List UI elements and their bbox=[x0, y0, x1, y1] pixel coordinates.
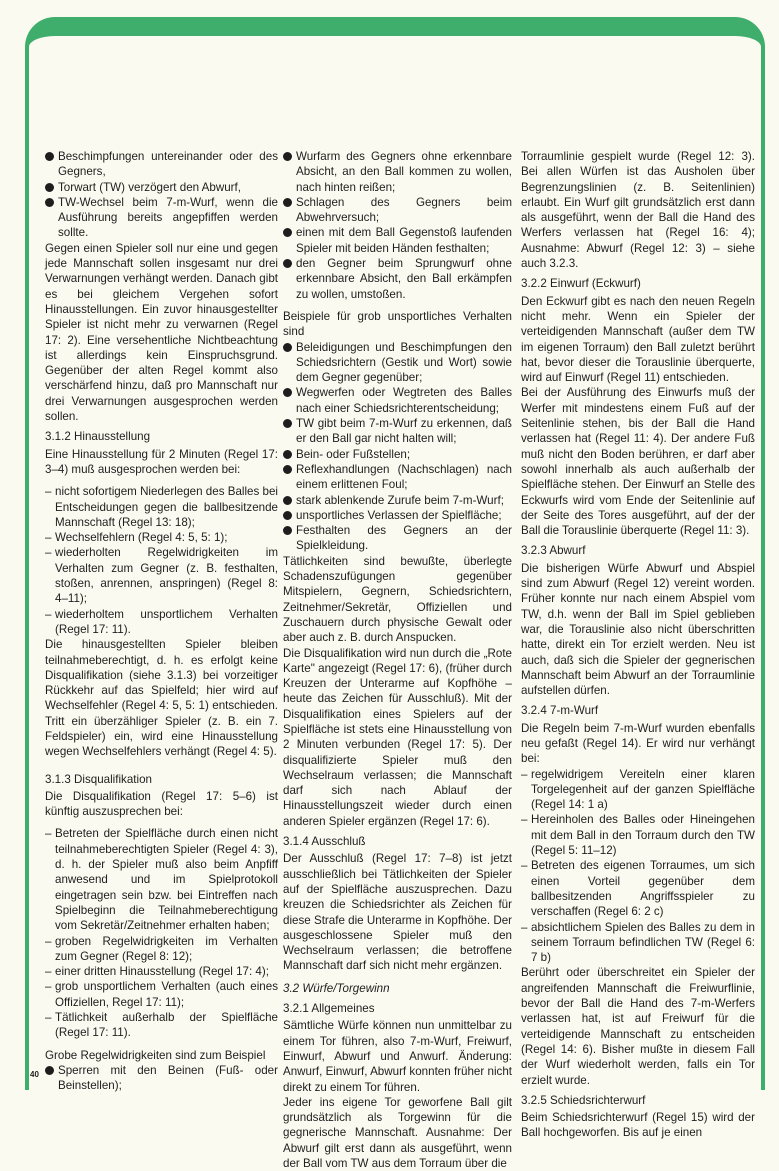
dash-icon: – bbox=[45, 965, 52, 979]
bullet-icon bbox=[45, 198, 54, 207]
section-heading: 3.1.2 Hinausstellung bbox=[45, 430, 151, 444]
bullet-icon bbox=[45, 1066, 54, 1075]
dash-icon: – bbox=[45, 1011, 52, 1025]
item-text: Torwart (TW) verzögert den Abwurf, bbox=[58, 180, 241, 194]
paragraph: Eine Hinausstellung für 2 Minuten (Regel 17: 3–4) muß ausgesprochen werden bei: bbox=[45, 447, 278, 476]
section-heading: 3.2.4 7-m-Wurf bbox=[521, 704, 599, 718]
left-border-line bbox=[25, 70, 29, 1090]
item-text: Betreten der Spielfläche durch einen nicht teilnahmeberechtigten Spieler (Regel 4: 3), d. h. der Spieler muß also beim Anpfiff anwesend und im Spielprotokoll eingetragen sein bzw. bei Eintreffen nach Spielbeginn die Teilnahmeberechtigung vom Sekretär/Zeitnehmer erhalten haben; bbox=[55, 827, 278, 933]
item-text: nicht sofortigem Niederlegen des Balles bei Entscheidungen gegen die ballbesitzende Mannschaft (Regel 13: 18); bbox=[55, 485, 278, 529]
section-heading: 3.2.2 Einwurf (Eckwurf) bbox=[521, 277, 641, 291]
item-text: absichtlichem Spielen des Balles zu dem in seinem Torraum befindlichen TW (Regel 6: 7 b) bbox=[531, 920, 755, 965]
dash-icon: – bbox=[45, 531, 52, 545]
paragraph: Die hinausgestellten Spieler bleiben teilnahmeberechtigt, d. h. es erfolgt keine Disqualifikation (siehe 3.1.3) bei vorzeitiger Rückkehr auf das Spielfeld; hier wird auf Wechselfehler (Regel 4: 5, 5: 1) entschieden. Tritt ein überzähliger Spieler (z. B. ein 7. Feldspieler) ein, wird eine Hinausstellung wegen Wechselfehlers verhängt (Regel 4: 5). bbox=[45, 638, 278, 759]
dash-icon: – bbox=[45, 607, 52, 621]
dash-item bbox=[45, 530, 278, 545]
bullet-item bbox=[283, 447, 512, 462]
bullet-item bbox=[45, 180, 278, 195]
paragraph: Berührt oder überschreitet ein Spieler der angreifenden Mannschaft die Freiwurflinie, bevor der Ball die Hand des 7-m-Werfers verlassen hat, ist auf Freiwurf für die verteidigende Mannschaft zu entscheiden (Regel 14: 6). Bisher mußte in diesem Fall der Wurf wiederholt werden, falls ein Tor erzielt wurde. bbox=[521, 966, 755, 1087]
bullet-icon bbox=[283, 450, 292, 459]
paragraph: Gegen einen Spieler soll nur eine und gegen jede Mannschaft sollen insgesamt nur drei Verwarnungen verhängt werden. Danach gibt es bei gleichem Vergehen sofort Hinausstellungen. Ein zuvor hinausgestellter Spieler ist nicht mehr zu verwarnen (Regel 17: 2). Eine versehentliche Nichtbeachtung ist allerdings kein Einspruchsgrund. Gegenüber der alten Regel kommt also verschärfend hinzu, daß pro Mannschaft nur drei Verwarnungen ausgesprochen werden sollen. bbox=[45, 241, 278, 424]
column-3 bbox=[521, 149, 755, 1141]
paragraph: Jeder ins eigene Tor geworfene Ball gilt grundsätzlich als Torgewinn für die gegnerische Mannschaft. Ausnahme: Der Abwurf gilt erst dann als ausgeführt, wenn der Ball vom TW aus dem Torraum über die bbox=[283, 1095, 512, 1170]
column-2 bbox=[283, 149, 512, 1171]
item-text: Hereinholen des Balles oder Hineingehen mit dem Ball in den Torraum durch den TW (Regel 5: 11–12) bbox=[531, 813, 755, 858]
bullet-icon bbox=[283, 511, 292, 520]
dash-icon: – bbox=[521, 920, 528, 934]
dash-item bbox=[45, 964, 278, 979]
bullet-item bbox=[283, 385, 512, 416]
bullet-item bbox=[283, 149, 512, 195]
paragraph: Grobe Regelwidrigkeiten sind zum Beispiel bbox=[45, 1048, 266, 1062]
section-heading: 3.1.4 Ausschluß bbox=[283, 835, 366, 849]
chapter-heading: 3.2 Würfe/Torgewinn bbox=[283, 981, 390, 995]
dash-item bbox=[45, 607, 278, 638]
section-heading: 3.1.3 Disqualifikation bbox=[45, 772, 152, 786]
paragraph: Den Eckwurf gibt es nach den neuen Regeln nicht mehr. Wenn ein Spieler der verteidigenden Mannschaft (außer dem TW im eigenen Torraum) den Ball zuletzt berührt hat, bevor dieser die Torauslinie überquerte, wird auf Einwurf (Regel 11) entschieden. bbox=[521, 294, 755, 385]
spacer bbox=[45, 1041, 278, 1048]
dash-item bbox=[45, 484, 278, 530]
bullet-icon bbox=[283, 228, 292, 237]
bullet-icon bbox=[283, 388, 292, 397]
column-1 bbox=[45, 149, 278, 1094]
section-heading: 3.2.5 Schiedsrichterwurf bbox=[521, 1093, 646, 1107]
item-text: regelwidrigem Vereiteln einer klaren Torgelegenheit auf der ganzen Spielfläche (Regel 14: 1 a) bbox=[531, 767, 755, 812]
dash-icon: – bbox=[45, 546, 52, 560]
spacer bbox=[45, 760, 278, 767]
bullet-icon bbox=[283, 496, 292, 505]
bullet-item bbox=[283, 225, 512, 256]
paragraph: Beim Schiedsrichterwurf (Regel 15) wird der Ball hochgeworfen. Bis auf je einen bbox=[521, 1111, 755, 1140]
paragraph: Torraumlinie gespielt wurde (Regel 12: 3). Bei allen Würfen ist das Ausholen über Begrenzungslinien (z. B. Seitenlinien) erlaubt. Ein Wurf gilt grundsätzlich erst dann als ausgeführt, wenn der Ball die Hand des Werfers verlassen hat (Regel 16: 4); Ausnahme: Abwurf (Regel 12: 3) – siehe auch 3.2.3. bbox=[521, 150, 755, 271]
item-text: Beleidigungen und Beschimpfungen den Schiedsrichtern (Gestik und Wort) sowie dem Gegner gegenüber; bbox=[296, 340, 512, 385]
paragraph: Die Regeln beim 7-m-Wurf wurden ebenfalls neu gefaßt (Regel 14). Er wird nur verhängt bei: bbox=[521, 721, 755, 766]
dash-item bbox=[45, 545, 278, 606]
dash-item bbox=[45, 826, 278, 933]
bullet-item bbox=[45, 195, 278, 241]
dash-icon: – bbox=[521, 813, 528, 827]
paragraph: Bei der Ausführung des Einwurfs muß der Werfer mit mindestens einem Fuß auf der Seitenlinie stehen, bis der Ball die Hand verlassen hat (Regel 11: 4). Der andere Fuß muß nicht den Boden berühren, er darf aber sowohl innerhalb als auch außerhalb der Spielfläche stehen. Der Einwurf an Stelle des Eckwurfs wird vom Ende der Seitenlinie auf der Seite des Tores ausgeführt, auf der der Ball die Torauslinie überquerte (Regel 11: 3). bbox=[521, 386, 755, 538]
bullet-icon bbox=[283, 526, 292, 535]
item-text: Bein- oder Fußstellen; bbox=[296, 447, 411, 461]
bullet-item bbox=[45, 149, 278, 180]
spacer bbox=[45, 477, 278, 484]
item-text: wiederholtem unsportlichem Verhalten (Regel 17: 11). bbox=[55, 607, 278, 636]
item-text: Wechselfehlern (Regel 4: 5, 5: 1); bbox=[55, 531, 228, 545]
item-text: den Gegner beim Sprungwurf ohne erkennbare Absicht, den Ball erkämpfen zu wollen, umstoßen. bbox=[296, 257, 512, 301]
paragraph: Die Disqualifikation (Regel 17: 5–6) ist künftig auszusprechen bei: bbox=[45, 789, 278, 819]
item-text: wiederholten Regelwidrigkeiten im Verhalten zum Gegner (z. B. festhalten, stoßen, anrennen, anspringen) (Regel 8: 4–11); bbox=[55, 546, 278, 606]
item-text: Wurfarm des Gegners ohne erkennbare Absicht, an den Ball kommen zu wollen, nach hinten reißen; bbox=[296, 150, 512, 194]
paragraph: Die bisherigen Würfe Abwurf und Abspiel sind zum Abwurf (Regel 12) vereint worden. Früher konnte nur nach einem Abspiel vom TW, d.h. wenn der Ball im Spiel geblieben war, die Torauslinie also nicht überschritten hatte, direkt ein Tor erzielt werden. Neu ist auch, daß sich die Spieler der gegnerischen Mannschaft beim Abwurf an der Torraumlinie aufstellen dürfen. bbox=[521, 561, 755, 698]
bullet-item bbox=[283, 340, 512, 386]
item-text: Reflexhandlungen (Nachschlagen) nach einem erlittenen Foul; bbox=[296, 462, 512, 492]
bullet-icon bbox=[45, 152, 54, 161]
dash-icon: – bbox=[45, 827, 52, 841]
dash-item bbox=[521, 767, 755, 813]
bullet-item bbox=[283, 508, 512, 523]
dash-item bbox=[521, 858, 755, 919]
dash-item bbox=[45, 1010, 278, 1041]
bullet-icon bbox=[283, 198, 292, 207]
dash-item bbox=[521, 812, 755, 858]
bullet-item bbox=[283, 462, 512, 493]
item-text: Tätlichkeit außerhalb der Spielfläche (Regel 17: 11). bbox=[55, 1011, 278, 1040]
bullet-item bbox=[283, 523, 512, 554]
bullet-item bbox=[283, 256, 512, 302]
dash-icon: – bbox=[45, 980, 52, 994]
bullet-item bbox=[283, 195, 512, 226]
item-text: Sperren mit den Beinen (Fuß- oder Beinstellen); bbox=[58, 1063, 278, 1093]
bullet-icon bbox=[283, 152, 292, 161]
bullet-icon bbox=[45, 183, 54, 192]
dash-item bbox=[45, 934, 278, 965]
bullet-item bbox=[45, 1063, 278, 1094]
bullet-item bbox=[283, 416, 512, 447]
header-band bbox=[25, 17, 765, 77]
dash-icon: – bbox=[521, 767, 528, 781]
spacer bbox=[283, 302, 512, 309]
bullet-item bbox=[283, 493, 512, 508]
dash-icon: – bbox=[45, 485, 52, 499]
spacer bbox=[45, 819, 278, 826]
item-text: Beschimpfungen untereinander oder des Gegners, bbox=[58, 150, 278, 179]
right-border-line bbox=[761, 70, 765, 1090]
item-text: unsportliches Verlassen der Spielfläche; bbox=[296, 508, 502, 522]
item-text: Wegwerfen oder Wegtreten des Balles nach einer Schiedsrichterentscheidung; bbox=[296, 386, 512, 415]
item-text: einer dritten Hinausstellung (Regel 17: 4); bbox=[55, 965, 269, 979]
item-text: Betreten des eigenen Torraumes, um sich einen Vorteil gegenüber dem ballbesitzenden Angriffsspieler zu verschaffen (Regel 6: 2 c) bbox=[531, 859, 755, 919]
paragraph: Die Disqualifikation wird nun durch die „Rote Karte" angezeigt (Regel 17: 6), (früher durch Kreuzen der Unterarme auf Kopfhöhe – heute das Zeichen für Ausschluß). Mit der Disqualifikation eines Spielers auf der Spielfläche ist stets eine Hinausstellung von 2 Minuten verbunden (Regel 17: 5). Der disqualifizierte Spieler muß den Wechselraum verlassen; die Mannschaft darf sich nach Ablauf der Hinausstellungszeit wieder durch einen anderen Spieler ergänzen (Regel 17: 6). bbox=[283, 646, 512, 828]
page-number: 40 bbox=[30, 1070, 39, 1079]
dash-icon: – bbox=[521, 859, 528, 873]
item-text: einen mit dem Ball Gegenstoß laufenden Spieler mit beiden Händen festhalten; bbox=[296, 226, 512, 255]
item-text: Schlagen des Gegners beim Abwehrversuch; bbox=[296, 195, 512, 225]
dash-icon: – bbox=[45, 934, 52, 948]
item-text: Festhalten des Gegners an der Spielkleidung. bbox=[296, 524, 512, 553]
bullet-icon bbox=[283, 419, 292, 428]
dash-item bbox=[45, 979, 278, 1010]
bullet-icon bbox=[283, 343, 292, 352]
bullet-icon bbox=[283, 465, 292, 474]
item-text: grob unsportlichem Verhalten (auch eines Offiziellen, Regel 17: 11); bbox=[55, 980, 278, 1009]
dash-item bbox=[521, 920, 755, 966]
item-text: TW-Wechsel beim 7-m-Wurf, wenn die Ausführung bereits angepfiffen werden sollte. bbox=[58, 195, 278, 240]
paragraph: Sämtliche Würfe können nun unmittelbar zu einem Tor führen, also 7-m-Wurf, Freiwurf, Einwurf, Abwurf und Anwurf. Änderung: Anwurf, Einwurf, Abwurf konnten früher nicht direkt zu einem Tor führen. bbox=[283, 1019, 512, 1094]
bullet-icon bbox=[283, 259, 292, 268]
item-text: TW gibt beim 7-m-Wurf zu erkennen, daß er den Ball gar nicht halten will; bbox=[296, 417, 512, 446]
section-heading: 3.2.1 Allgemeines bbox=[283, 1002, 375, 1016]
section-heading: 3.2.3 Abwurf bbox=[521, 544, 586, 558]
item-text: groben Regelwidrigkeiten im Verhalten zum Gegner (Regel 8: 12); bbox=[55, 934, 278, 963]
paragraph: Tätlichkeiten sind bewußte, überlegte Schadenszufügungen gegenüber Mitspielern, Gegnern, Schiedsrichtern, Zeitnehmer/Sekretär, Offiziellen und Zuschauern durch physische Gewalt oder aber auch z. B. durch Anspucken. bbox=[283, 554, 512, 645]
paragraph: Der Ausschluß (Regel 17: 7–8) ist jetzt ausschließlich bei Tätlichkeiten der Spieler auf der Spielfläche auszusprechen. Dazu kreuzen die Schiedsrichter als Zeichen für diese Strafe die Unterarme in Kopfhöhe. Der ausgeschlossene Spieler muß den Wechselraum verlassen; die betroffene Mannschaft darf sich nicht mehr ergänzen. bbox=[283, 852, 512, 973]
item-text: stark ablenkende Zurufe beim 7-m-Wurf; bbox=[296, 493, 504, 507]
paragraph: Beispiele für grob unsportliches Verhalten sind bbox=[283, 309, 512, 339]
